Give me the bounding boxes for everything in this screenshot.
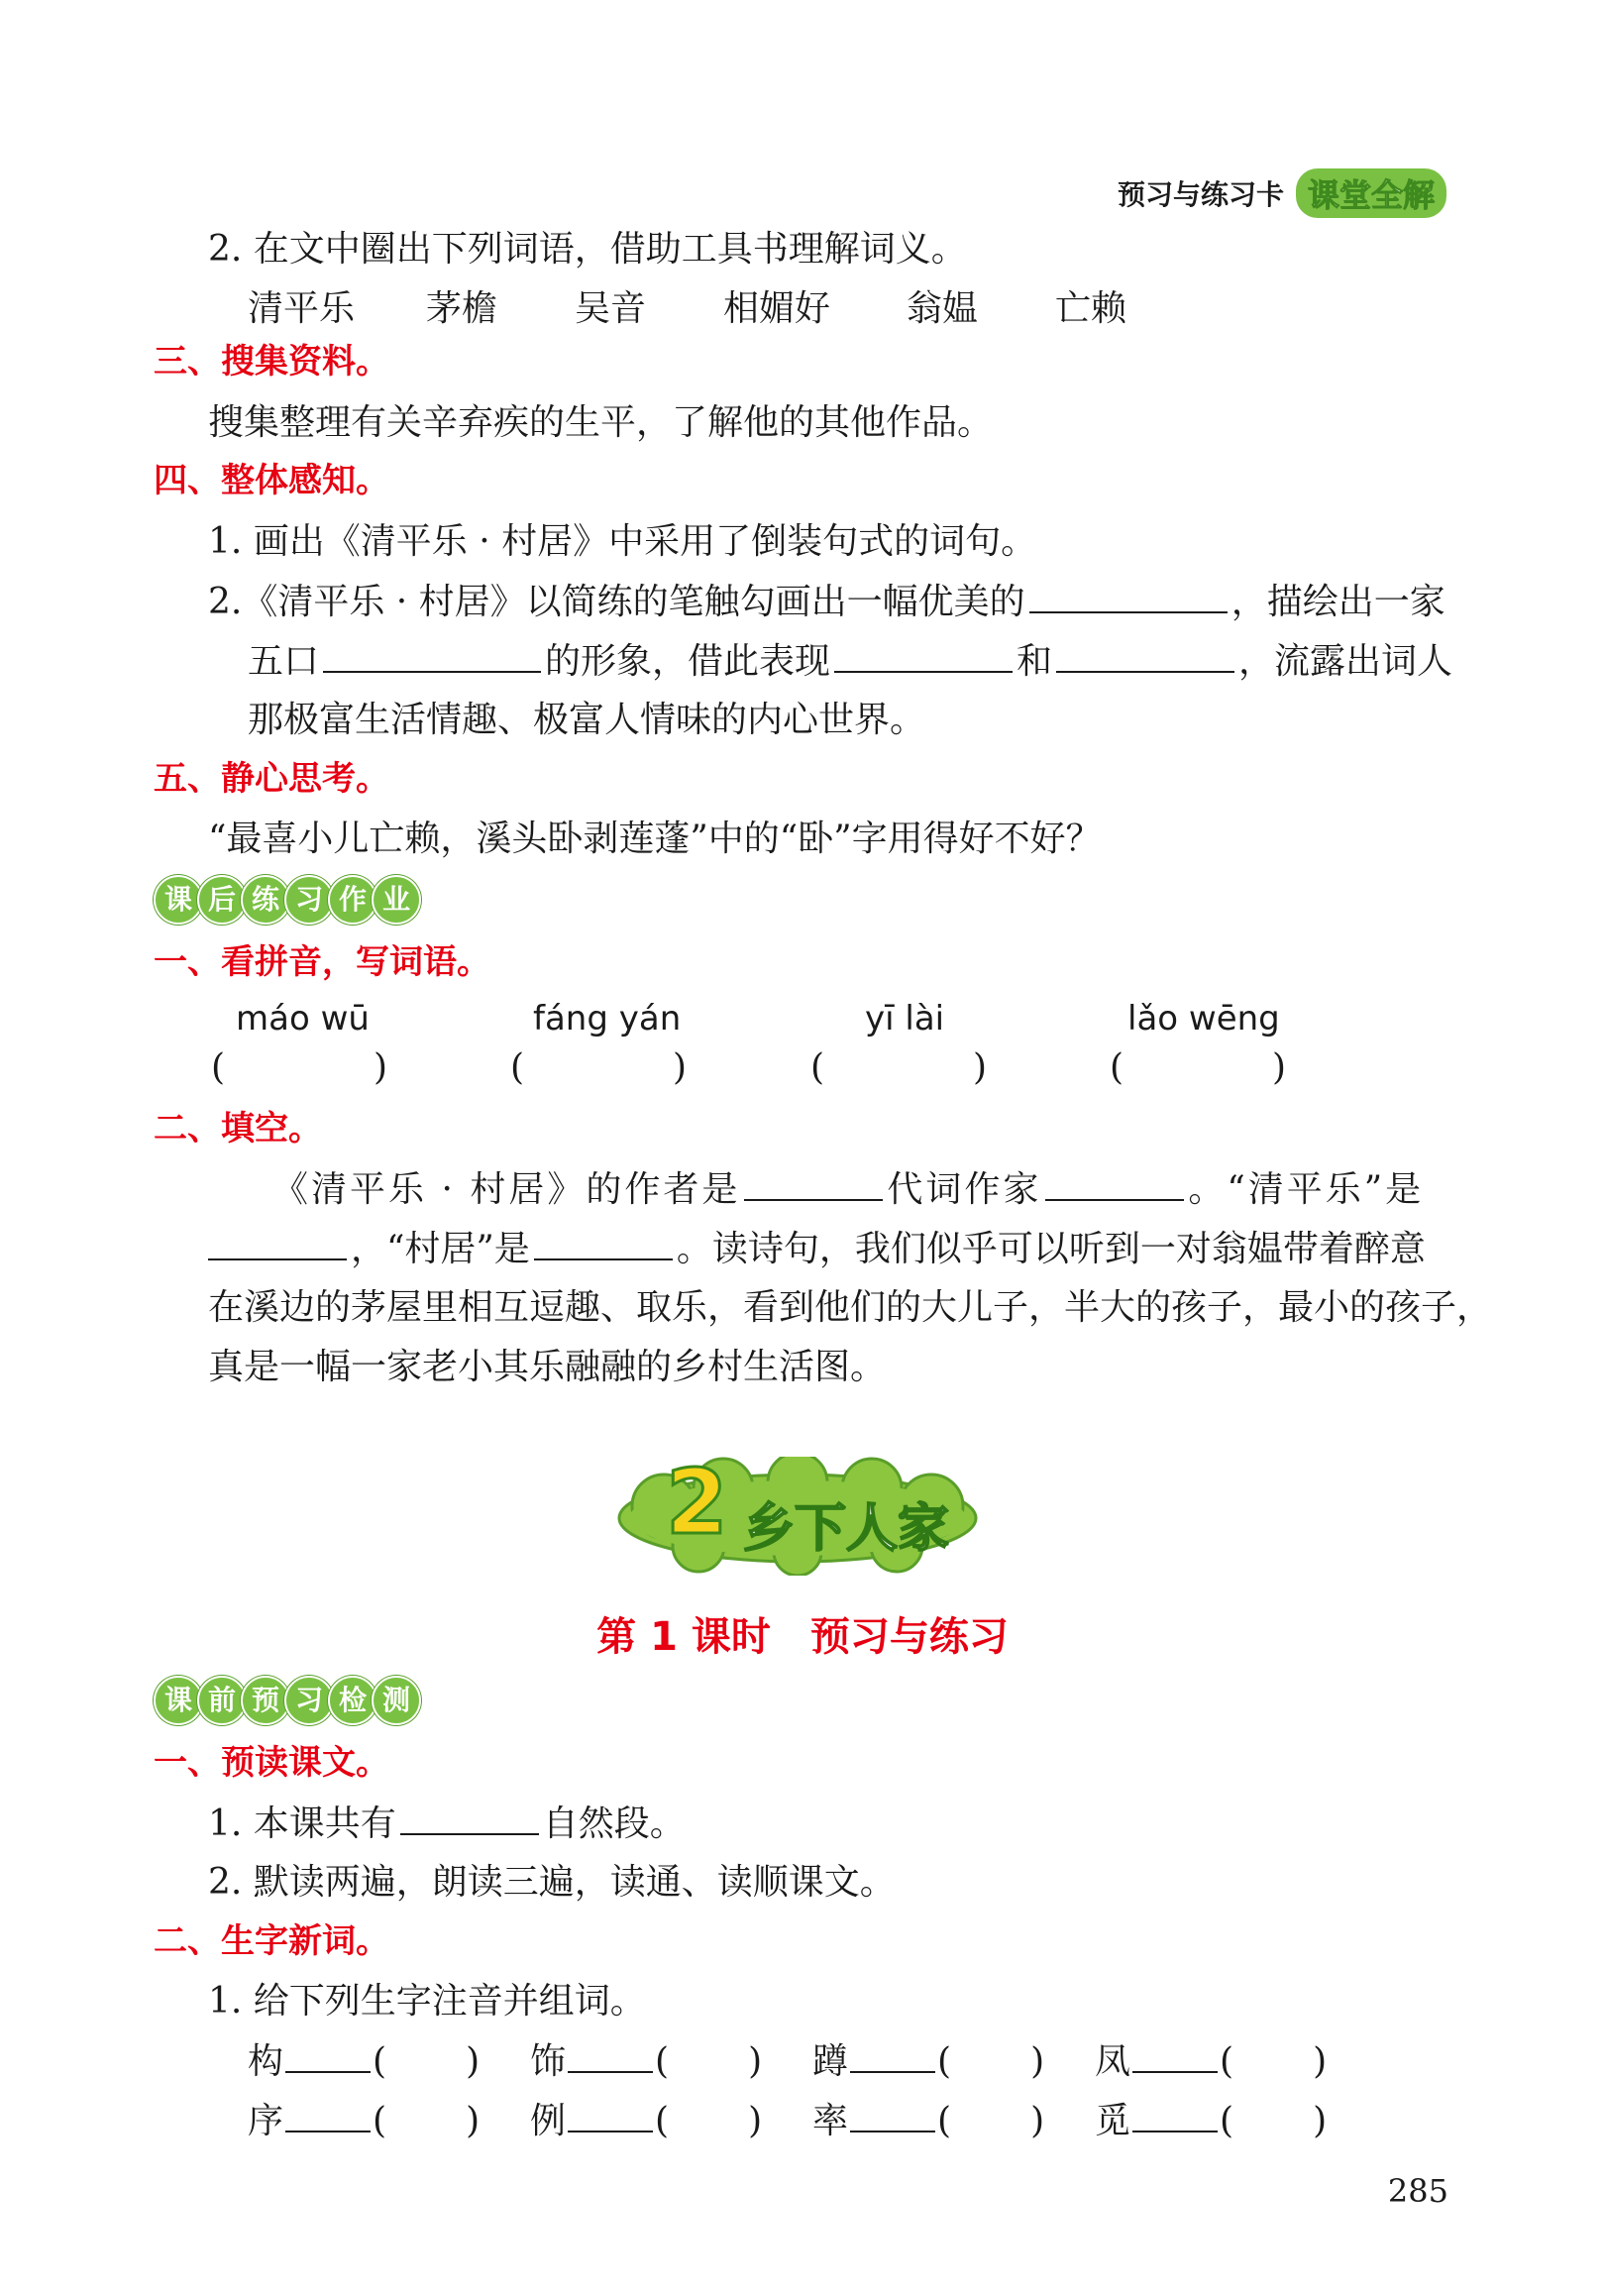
- answer-blank[interactable]: [1029, 578, 1228, 613]
- period-title: 第 1 课时 预习与练习: [596, 1614, 1009, 1660]
- sec4-title: 四、整体感知。: [154, 461, 389, 500]
- badge-char: 测: [372, 1676, 421, 1725]
- badge-char: 课: [154, 875, 203, 925]
- hw2-line3: 在溪边的茅屋里相互逗趣、取乐，看到他们的大儿子，半大的孩子，最小的孩子，: [208, 1287, 1493, 1328]
- pinyin-2: fáng yán: [533, 999, 682, 1039]
- pre1-item2: 2. 默读两遍，朗读三遍，读通、读顺课文。: [208, 1862, 896, 1903]
- badge-char: 习: [284, 1676, 334, 1725]
- pre1-title: 一、预读课文。: [154, 1743, 389, 1783]
- char: 饰: [530, 2041, 567, 2082]
- badge-char: 前: [197, 1676, 247, 1725]
- word-1: 清平乐: [248, 288, 356, 329]
- answer-blank[interactable]: [285, 2037, 371, 2073]
- answer-blank[interactable]: [208, 1225, 347, 1260]
- sec4-item2-line1: [208, 578, 1445, 626]
- sec3-title: 三、搜集资料。: [154, 342, 389, 382]
- word-6: 亡赖: [1055, 288, 1127, 329]
- char: 觅: [1095, 2101, 1131, 2141]
- sec5-text: “最喜小儿亡赖，溪头卧剥莲蓬”中的“卧”字用得好不好？: [208, 819, 1102, 859]
- pre1-item1: [208, 1800, 686, 1848]
- pre2-title: 二、生字新词。: [154, 1921, 389, 1961]
- running-header: [1118, 168, 1446, 218]
- char: 构: [248, 2041, 284, 2082]
- char-cell: 蹲 ( ): [812, 2037, 1044, 2086]
- hw2-title: 二、填空。: [154, 1109, 322, 1148]
- pinyin-1: máo wū: [236, 999, 370, 1039]
- badge-char: 业: [372, 875, 421, 925]
- text: 自然段。: [542, 1804, 686, 1844]
- sec3-text: 搜集整理有关辛弃疾的生平，了解他的其他作品。: [208, 402, 994, 443]
- header-label: 预习与练习卡: [1117, 178, 1284, 211]
- text: 2.《清平乐 · 村居》以简练的笔触勾画出一幅优美的: [208, 582, 1025, 622]
- sec4-item2-line3: 那极富生活情趣、极富人情味的内心世界。: [248, 700, 926, 740]
- text: 1. 本课共有: [208, 1804, 396, 1844]
- badge-char: 课: [154, 1676, 203, 1725]
- pre2-item1: 1. 给下列生字注音并组词。: [208, 1981, 646, 2022]
- badge-char: 练: [241, 875, 290, 925]
- answer-blank[interactable]: [568, 2097, 653, 2132]
- answer-blank[interactable]: [834, 637, 1013, 673]
- text: 。读诗句，我们似乎可以听到一对翁媪带着醉意: [676, 1229, 1426, 1269]
- text: 的形象，借此表现: [545, 641, 831, 682]
- char: 蹲: [812, 2041, 849, 2082]
- lesson-title: 乡下人家: [743, 1499, 950, 1559]
- answer-blank[interactable]: [568, 2037, 653, 2073]
- hw2-line1: [272, 1165, 1424, 1214]
- badge-char: 作: [328, 875, 377, 925]
- char-cell: 率 ( ): [812, 2097, 1044, 2145]
- char-cell: 构 ( ): [248, 2037, 480, 2086]
- answer-paren[interactable]: ( ): [510, 1047, 688, 1088]
- answer-paren[interactable]: ( ): [810, 1047, 988, 1088]
- header-brand: 课堂全解: [1296, 168, 1446, 218]
- sec5-title: 五、静心思考。: [154, 759, 389, 799]
- lesson-title-cloud: [604, 1451, 991, 1576]
- hw1-title: 一、看拼音，写词语。: [154, 942, 490, 982]
- text: ，描绘出一家: [1230, 582, 1445, 622]
- q2-text: 2. 在文中圈出下列词语，借助工具书理解词义。: [208, 229, 967, 270]
- answer-blank[interactable]: [744, 1165, 883, 1201]
- badge-char: 后: [197, 875, 247, 925]
- char-cell: 序 ( ): [248, 2097, 480, 2145]
- sec4-item2-line2: [248, 637, 1452, 686]
- char-cell: 例 ( ): [530, 2097, 762, 2145]
- text: 《清平乐 · 村居》的作者是: [272, 1169, 741, 1210]
- answer-blank[interactable]: [1056, 637, 1234, 673]
- answer-blank[interactable]: [400, 1800, 539, 1835]
- word-3: 吴音: [575, 288, 647, 329]
- pre-class-badge: [154, 1677, 415, 1724]
- char-cell: 饰 ( ): [530, 2037, 762, 2086]
- answer-blank[interactable]: [534, 1225, 673, 1260]
- badge-char: 预: [241, 1676, 290, 1725]
- char: 凤: [1095, 2041, 1131, 2082]
- pinyin-3: yī lài: [865, 999, 945, 1039]
- after-class-badge: [154, 876, 415, 924]
- word-4: 相媚好: [723, 288, 831, 329]
- badge-char: 习: [284, 875, 334, 925]
- word-5: 翁媪: [907, 288, 979, 329]
- answer-blank[interactable]: [1132, 2037, 1218, 2073]
- answer-paren[interactable]: ( ): [211, 1047, 388, 1088]
- text: 代词作家: [887, 1169, 1042, 1210]
- answer-blank[interactable]: [1045, 1165, 1184, 1201]
- hw2-line4: 真是一幅一家老小其乐融融的乡村生活图。: [208, 1347, 887, 1387]
- badge-char: 检: [328, 1676, 377, 1725]
- char: 序: [248, 2101, 284, 2141]
- answer-blank[interactable]: [1132, 2097, 1218, 2132]
- answer-blank[interactable]: [850, 2097, 935, 2132]
- sec4-item1: 1. 画出《清平乐 · 村居》中采用了倒装句式的词句。: [208, 521, 1037, 562]
- answer-blank[interactable]: [323, 637, 541, 673]
- text: 和: [1016, 641, 1053, 682]
- hw2-line2: [208, 1225, 1426, 1273]
- answer-blank[interactable]: [285, 2097, 371, 2132]
- char-cell: 凤 ( ): [1095, 2037, 1327, 2086]
- text: 。“清平乐”是: [1188, 1169, 1425, 1210]
- char-cell: 觅 ( ): [1095, 2097, 1327, 2145]
- answer-blank[interactable]: [850, 2037, 935, 2073]
- lesson-number: 2: [666, 1451, 728, 1555]
- pinyin-4: lǎo wēng: [1127, 999, 1280, 1039]
- page-number: 285: [1387, 2172, 1448, 2210]
- answer-paren[interactable]: ( ): [1110, 1047, 1287, 1088]
- char: 例: [530, 2101, 567, 2141]
- char: 率: [812, 2101, 849, 2141]
- word-2: 茅檐: [426, 288, 498, 329]
- text: 五口: [248, 641, 320, 682]
- text: ，“村居”是: [351, 1229, 530, 1269]
- text: ，流露出词人: [1238, 641, 1453, 682]
